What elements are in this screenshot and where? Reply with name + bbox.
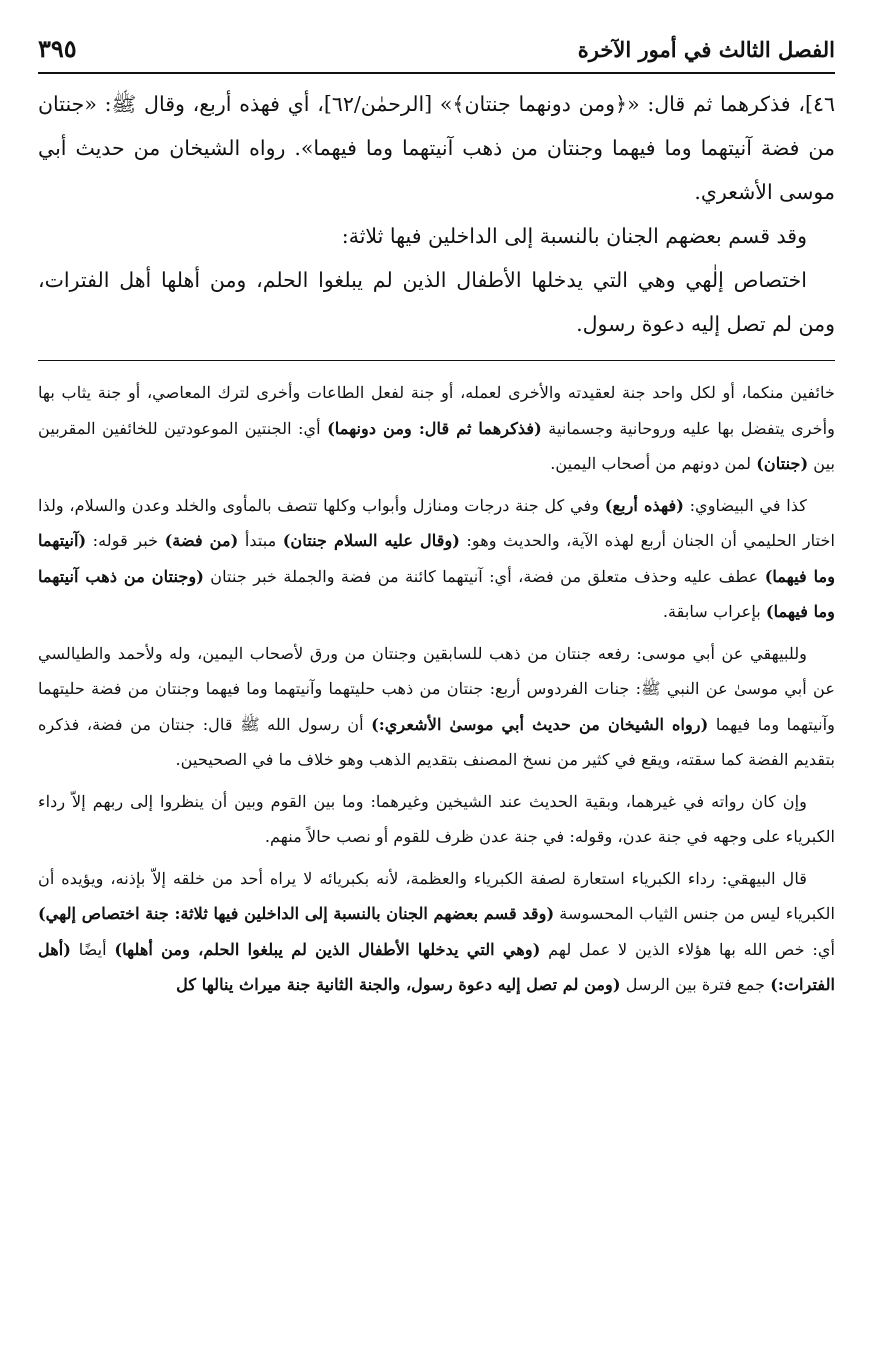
commentary-text-run: خبر قوله: (86, 531, 165, 550)
commentary-text-run: كذا في البيضاوي: (683, 495, 807, 515)
commentary-paragraph-2 (38, 488, 835, 630)
commentary-text-run: وللبيهقي عن أبي موسى: رفعه جنتان من ذهب للسابقين وجنتان من ورق لأصحاب اليمين، وله ولأحمد والطيالسي عن أبي موسىٰ عن النبي ﷺ: جنات الفردوس أربع: جنتان من ذهب حليتهما وآنيتهما وما فيهما وجنتان من فضة حليتهما وآنيتهما وما فيهما (38, 643, 835, 734)
commentary-quote: (فهذه أربع) (604, 495, 684, 515)
commentary-quote: (وهي التي يدخلها الأطفال الذين لم يبلغوا الحلم، ومن أهلها) (114, 939, 541, 959)
commentary-quote: (وقد قسم بعضهم الجنان بالنسبة إلى الداخلين فيها ثلاثة: جنة اختصاص إلهي) (38, 904, 555, 923)
commentary-text-run: عطف عليه وحذف متعلق من فضة، أي: آنيتهما كائنة من فضة والجملة خبر جنتان (203, 566, 765, 586)
commentary-text-run: مبتدأ (238, 531, 283, 550)
commentary-text-run: أن رسول الله ﷺ قال: جنتان من فضة، فذكره بتقديم الفضة كما سقته، ويقع في كثير من نسخ المصنف بتقديم الذهب وهو خلاف ما في الصحيحين. (38, 714, 835, 769)
chapter-title: الفصل الثالث في أمور الآخرة (577, 37, 835, 62)
commentary-text-run: وإن كان رواته في غيرهما، وبقية الحديث عند الشيخين وغيرهما: وما بين القوم وبين أن ينظروا إلى ربهم إلاّ رداء الكبرياء على وجهه في جنة عدن، وقوله: في جنة عدن ظرف للقوم أو نصب حالاً منهم. (38, 791, 835, 846)
page-number: ٣٩٥ (38, 34, 77, 63)
footnote-divider (38, 360, 835, 361)
commentary-paragraph-5 (38, 861, 835, 1003)
commentary-paragraph-4 (38, 784, 835, 855)
commentary-text-run: لمن دونهم من أصحاب اليمين. (550, 454, 757, 473)
commentary-text-run: أيضًا (70, 939, 115, 959)
commentary-text-run: جمع فترة بين الرسل (620, 975, 771, 994)
commentary-quote: (آنيتهما وما فيهما) (38, 531, 836, 586)
commentary-text-run: خائفين منكما، أو لكل واحد جنة لعقيدته والأخرى لعمله، أو جنة لفعل الطاعات وأخرى لترك المعاصي، أو جنة يثاب بها وأخرى يتفضل بها عليه وروحانية وجسمانية (38, 383, 835, 438)
commentary-paragraph-3 (38, 636, 835, 778)
main-paragraph-1: ٤٦]، فذكرهما ثم قال: «﴿ومن دونهما جنتان﴾» [الرحمٰن/٦٢]، أي فهذه أربع، وقال ﷺ: «جنتان من فضة آنيتهما وما فيهما وجنتان من ذهب آنيتهما وما فيهما». رواه الشيخان من حديث أبي موسى الأشعري. (38, 92, 835, 204)
main-paragraph-2: وقد قسم بعضهم الجنان بالنسبة إلى الداخلين فيها ثلاثة: (341, 224, 807, 248)
commentary-quote: (جنتان) (756, 454, 809, 473)
page-header (38, 34, 835, 74)
commentary-text (38, 375, 835, 1003)
commentary-text-run: أي: خص الله بها هؤلاء الذين لا عمل لهم (540, 939, 836, 959)
commentary-paragraph-1 (38, 375, 835, 482)
commentary-text-run: وفي كل جنة درجات ومنازل وأبواب وكلها تتصف بالمأوى والخلد وعدن والسلام، ولذا اختار الحليمي أن الجنان أربع لهذه الآية، والحديث وهو: (38, 495, 835, 550)
commentary-quote: (وجنتان من ذهب آنيتهما وما فيهما) (38, 566, 835, 621)
commentary-text-run: بإعراب سابقة. (662, 602, 766, 621)
commentary-quote: (فذكرهما ثم قال: ومن دونهما) (327, 418, 542, 438)
commentary-quote: (أهل الفترات:) (38, 939, 835, 994)
commentary-quote: (وقال عليه السلام جنتان) (282, 531, 460, 550)
commentary-text-run: قال البيهقي: رداء الكبرياء استعارة لصفة الكبرياء والعظمة، لأنه بكبريائه لا يراه أحد من خلقه إلاّ بإذنه، ويؤيده أن الكبرياء ليس من جنس الثياب المحسوسة (38, 868, 835, 923)
commentary-text-run: أي: الجنتين الموعودتين للخائفين المقربين بين (38, 418, 835, 473)
main-text (38, 82, 835, 346)
main-paragraph-3: اختصاص إلٰهي وهي التي يدخلها الأطفال الذين لم يبلغوا الحلم، ومن أهلها أهل الفترات، ومن لم تصل إليه دعوة رسول. (38, 268, 835, 336)
commentary-quote: (ومن لم تصل إليه دعوة رسول، والجنة الثانية جنة ميراث ينالها كل (176, 975, 621, 994)
commentary-quote: (من فضة) (164, 531, 239, 550)
commentary-quote: (رواه الشيخان من حديث أبي موسىٰ الأشعري:) (371, 714, 709, 734)
